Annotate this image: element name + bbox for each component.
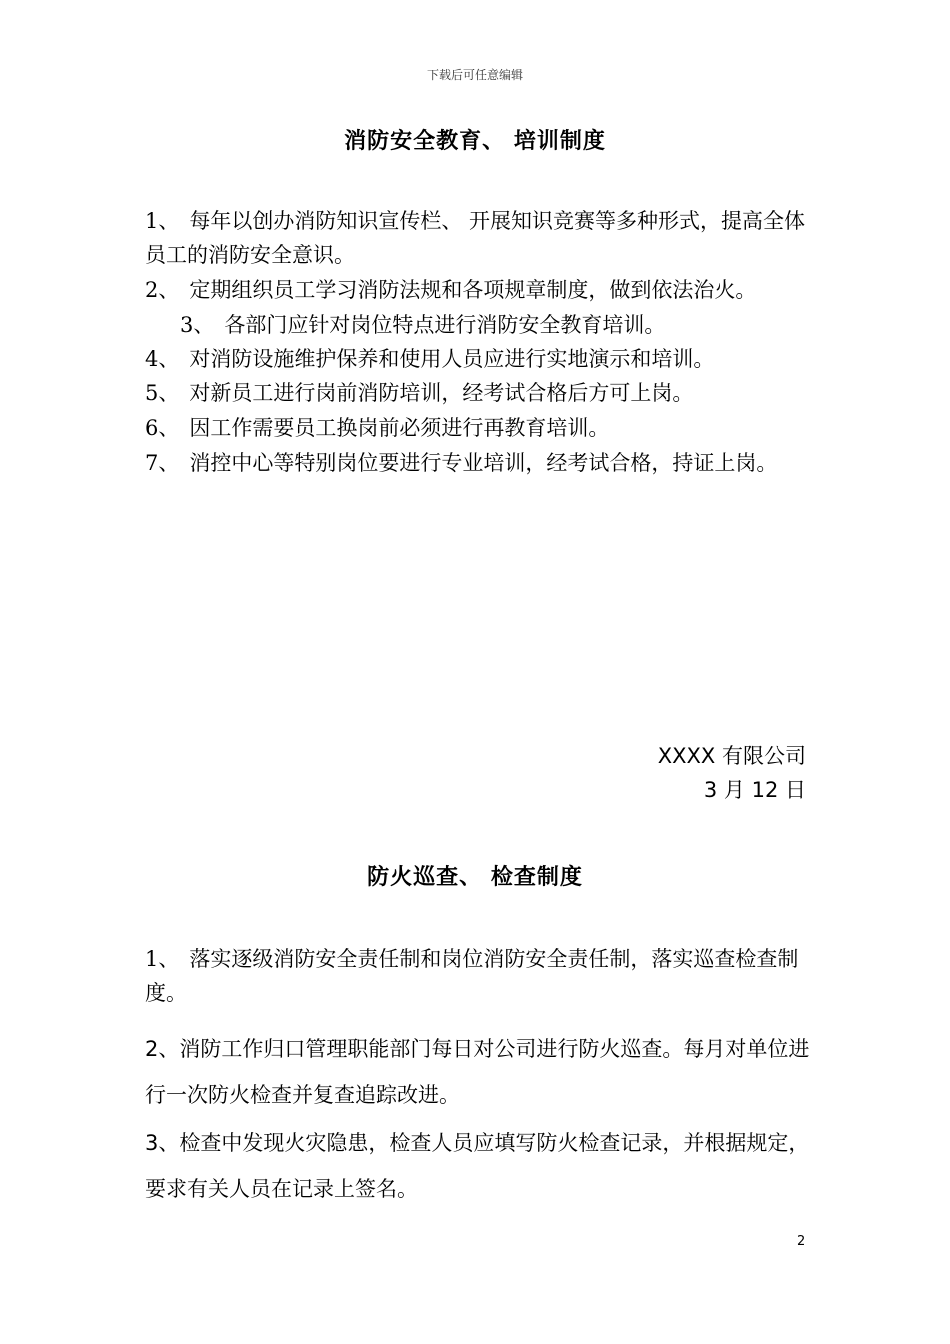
section1-item-5 bbox=[145, 376, 810, 410]
item-number: 2、 bbox=[145, 278, 180, 302]
section1-item-1 bbox=[145, 204, 810, 272]
section2-item-1 bbox=[145, 942, 810, 1010]
item-text: 消控中心等特别岗位要进行专业培训，经考试合格，持证上岗。 bbox=[189, 451, 778, 475]
item-text: 各部门应针对岗位特点进行消防安全教育培训。 bbox=[224, 313, 666, 337]
header-note: 下载后可任意编辑 bbox=[426, 68, 523, 82]
page-number: 2 bbox=[797, 1234, 806, 1249]
section1-title: 消防安全教育、 培训制度 bbox=[344, 129, 606, 154]
item-number: 5、 bbox=[145, 381, 180, 405]
section1-item-3 bbox=[180, 308, 845, 342]
section2-item-2 bbox=[145, 1026, 810, 1118]
item-text: 消防工作归口管理职能部门每日对公司进行防火巡查。每月对单位进行一次防火检查并复查追踪改进。 bbox=[145, 1037, 810, 1107]
item-number: 2、 bbox=[145, 1037, 180, 1061]
section2-item-3 bbox=[145, 1120, 810, 1212]
item-number: 3、 bbox=[145, 1131, 180, 1155]
item-number: 6、 bbox=[145, 416, 180, 440]
item-text: 对新员工进行岗前消防培训，经考试合格后方可上岗。 bbox=[189, 381, 694, 405]
section1-item-2 bbox=[145, 273, 810, 307]
item-number: 1、 bbox=[145, 209, 180, 233]
section1-item-4 bbox=[145, 342, 810, 376]
item-text: 每年以创办消防知识宣传栏、 开展知识竞赛等多种形式，提高全体员工的消防安全意识。 bbox=[145, 209, 806, 267]
section1-item-7 bbox=[145, 446, 810, 480]
item-text: 因工作需要员工换岗前必须进行再教育培训。 bbox=[189, 416, 610, 440]
company-name: XXXX 有限公司 bbox=[657, 744, 806, 768]
item-number: 4、 bbox=[145, 347, 180, 371]
item-number: 7、 bbox=[145, 451, 180, 475]
item-text: 检查中发现火灾隐患，检查人员应填写防火检查记录，并根据规定，要求有关人员在记录上签名。 bbox=[145, 1131, 810, 1201]
section1-item-6 bbox=[145, 411, 810, 445]
item-number: 1、 bbox=[145, 947, 180, 971]
section2-title: 防火巡查、 检查制度 bbox=[367, 865, 583, 890]
item-number: 3、 bbox=[180, 313, 215, 337]
item-text: 对消防设施维护保养和使用人员应进行实地演示和培训。 bbox=[189, 347, 715, 371]
item-text: 定期组织员工学习消防法规和各项规章制度，做到依法治火。 bbox=[189, 278, 757, 302]
item-text: 落实逐级消防安全责任制和岗位消防安全责任制，落实巡查检查制度。 bbox=[145, 947, 799, 1005]
date: 3 月 12 日 bbox=[703, 778, 806, 802]
